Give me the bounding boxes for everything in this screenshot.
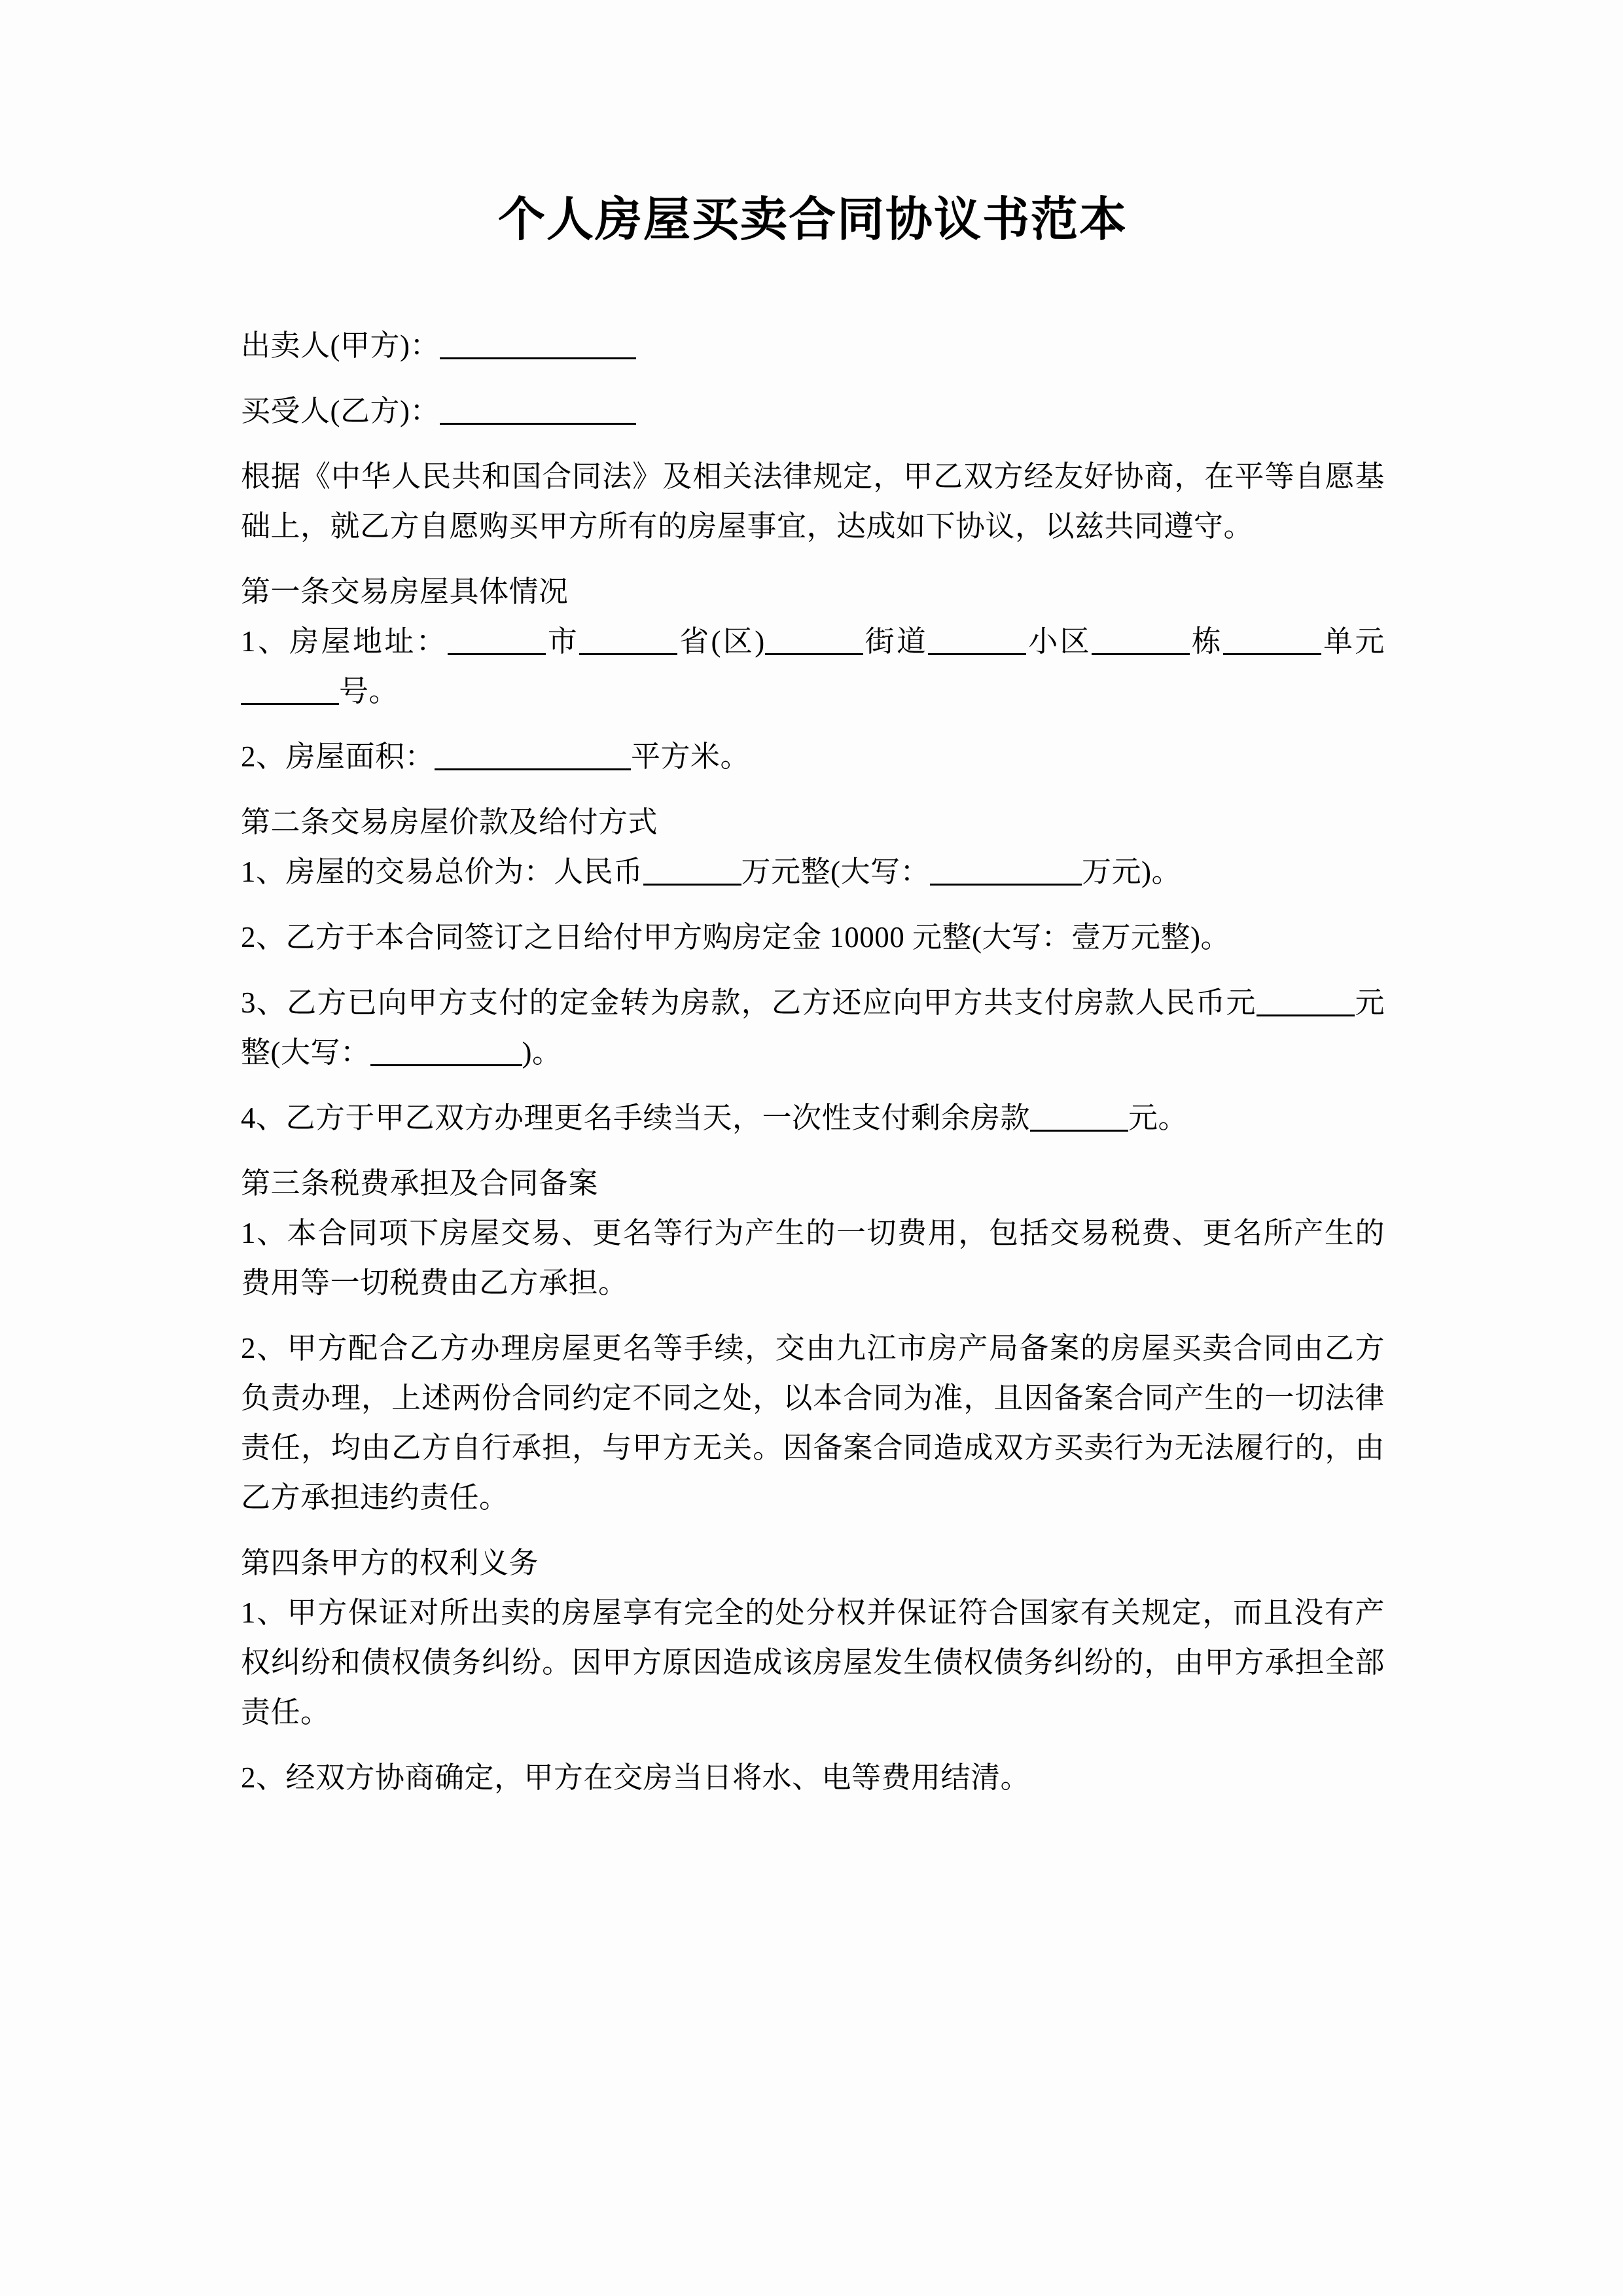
- section-heading: 第四条甲方的权利义务: [241, 1547, 539, 1579]
- clause-item: [241, 1208, 1385, 1308]
- clause-text: 号。: [339, 675, 399, 708]
- clause-text: 本合同项下房屋交易、更名等行为产生的一切费用，包括交易税费、更名所产生的费用等一切税费由乙方承担。: [241, 1217, 1385, 1299]
- buyer-line: [241, 386, 1385, 436]
- clause-text: 元整(大写：: [241, 986, 1385, 1069]
- clause-text: 甲方保证对所出卖的房屋享有完全的处分权并保证符合国家有关规定，而且没有产权纠纷和债权债务纠纷。因甲方原因造成该房屋发生债权债务纠纷的，由甲方承担全部责任。: [241, 1596, 1385, 1729]
- clause-text: 房屋面积：: [285, 740, 435, 773]
- seller-blank[interactable]: [440, 335, 636, 359]
- clause-item: [241, 617, 1385, 716]
- seller-label: 出卖人(甲方)：: [241, 329, 440, 362]
- clause-item: [241, 912, 1385, 962]
- fill-in-blank[interactable]: [1092, 631, 1190, 655]
- clause-text: 元。: [1128, 1102, 1188, 1134]
- clause-text: 房屋地址：: [289, 625, 448, 658]
- clause-text: 甲方配合乙方办理房屋更名等手续，交由九江市房产局备案的房屋买卖合同由乙方负责办理，上述两份合同约定不同之处，以本合同为准，且因备案合同产生的一切法律责任，均由乙方自行承担，与甲方无关。因备案合同造成双方买卖行为无法履行的，由乙方承担违约责任。: [241, 1332, 1385, 1514]
- fill-in-blank[interactable]: [579, 631, 677, 655]
- sections-container: [241, 567, 1385, 1803]
- fill-in-blank[interactable]: [930, 861, 1082, 886]
- clause-text: 小区: [1026, 625, 1092, 658]
- fill-in-blank[interactable]: [1257, 992, 1355, 1016]
- section-heading: 第三条税费承担及合同备案: [241, 1167, 599, 1200]
- clause-text: 房屋的交易总价为：人民币: [285, 855, 643, 888]
- clause-item: [241, 1093, 1385, 1143]
- clause-text: 乙方于本合同签订之日给付甲方购房定金 10000 元整(大写：壹万元整)。: [285, 921, 1230, 954]
- clause-number: 2、: [241, 921, 286, 954]
- clause-number: 2、: [241, 1761, 286, 1794]
- clause-text: 乙方已向甲方支付的定金转为房款，乙方还应向甲方共支付房款人民币元: [287, 986, 1257, 1019]
- clause-number: 1、: [241, 1596, 287, 1629]
- clause-item: [241, 732, 1385, 781]
- seller-line: [241, 321, 1385, 370]
- clause-text: 万元整(大写：: [741, 855, 931, 888]
- clause-text: 单元: [1321, 625, 1385, 658]
- document-content: [241, 0, 1385, 1803]
- fill-in-blank[interactable]: [435, 746, 631, 770]
- fill-in-blank[interactable]: [765, 631, 863, 655]
- section-heading: 第二条交易房屋价款及给付方式: [241, 806, 658, 838]
- fill-in-blank[interactable]: [928, 631, 1026, 655]
- clause-text: 平方米。: [631, 740, 751, 773]
- clause-text: )。: [522, 1036, 562, 1069]
- buyer-blank[interactable]: [440, 401, 636, 425]
- clause-text: 市: [546, 625, 580, 658]
- fill-in-blank[interactable]: [1223, 631, 1321, 655]
- clause-text: 乙方于甲乙双方办理更名手续当天，一次性支付剩余房款: [285, 1102, 1031, 1134]
- fill-in-blank[interactable]: [241, 681, 339, 705]
- clause-text: 万元)。: [1082, 855, 1182, 888]
- clause-text: 街道: [863, 625, 929, 658]
- clause-number: 1、: [241, 1217, 287, 1249]
- clause-item: [241, 847, 1385, 897]
- document-body: [241, 243, 1385, 1803]
- fill-in-blank[interactable]: [448, 631, 546, 655]
- fill-in-blank[interactable]: [370, 1042, 522, 1066]
- clause-number: 3、: [241, 986, 287, 1019]
- preamble-paragraph: 根据《中华人民共和国合同法》及相关法律规定，甲乙双方经友好协商，在平等自愿基础上，就乙方自愿购买甲方所有的房屋事宜，达成如下协议，以兹共同遵守。: [241, 460, 1385, 543]
- clause-item: [241, 978, 1385, 1077]
- clause-number: 1、: [241, 625, 290, 658]
- fill-in-blank[interactable]: [1030, 1107, 1128, 1132]
- page-title: 个人房屋买卖合同协议书范本: [497, 194, 1128, 246]
- clause-item: [241, 1323, 1385, 1522]
- clause-text: 栋: [1189, 625, 1224, 658]
- clause-number: 2、: [241, 1332, 287, 1365]
- section-heading: 第一条交易房屋具体情况: [241, 575, 569, 608]
- clause-item: [241, 1588, 1385, 1737]
- clause-number: 1、: [241, 855, 286, 888]
- clause-item: [241, 1753, 1385, 1803]
- buyer-label: 买受人(乙方)：: [241, 395, 440, 427]
- clause-text: 省(区): [677, 625, 765, 658]
- clause-number: 4、: [241, 1102, 286, 1134]
- fill-in-blank[interactable]: [643, 861, 741, 886]
- clause-number: 2、: [241, 740, 286, 773]
- clause-text: 经双方协商确定，甲方在交房当日将水、电等费用结清。: [285, 1761, 1031, 1794]
